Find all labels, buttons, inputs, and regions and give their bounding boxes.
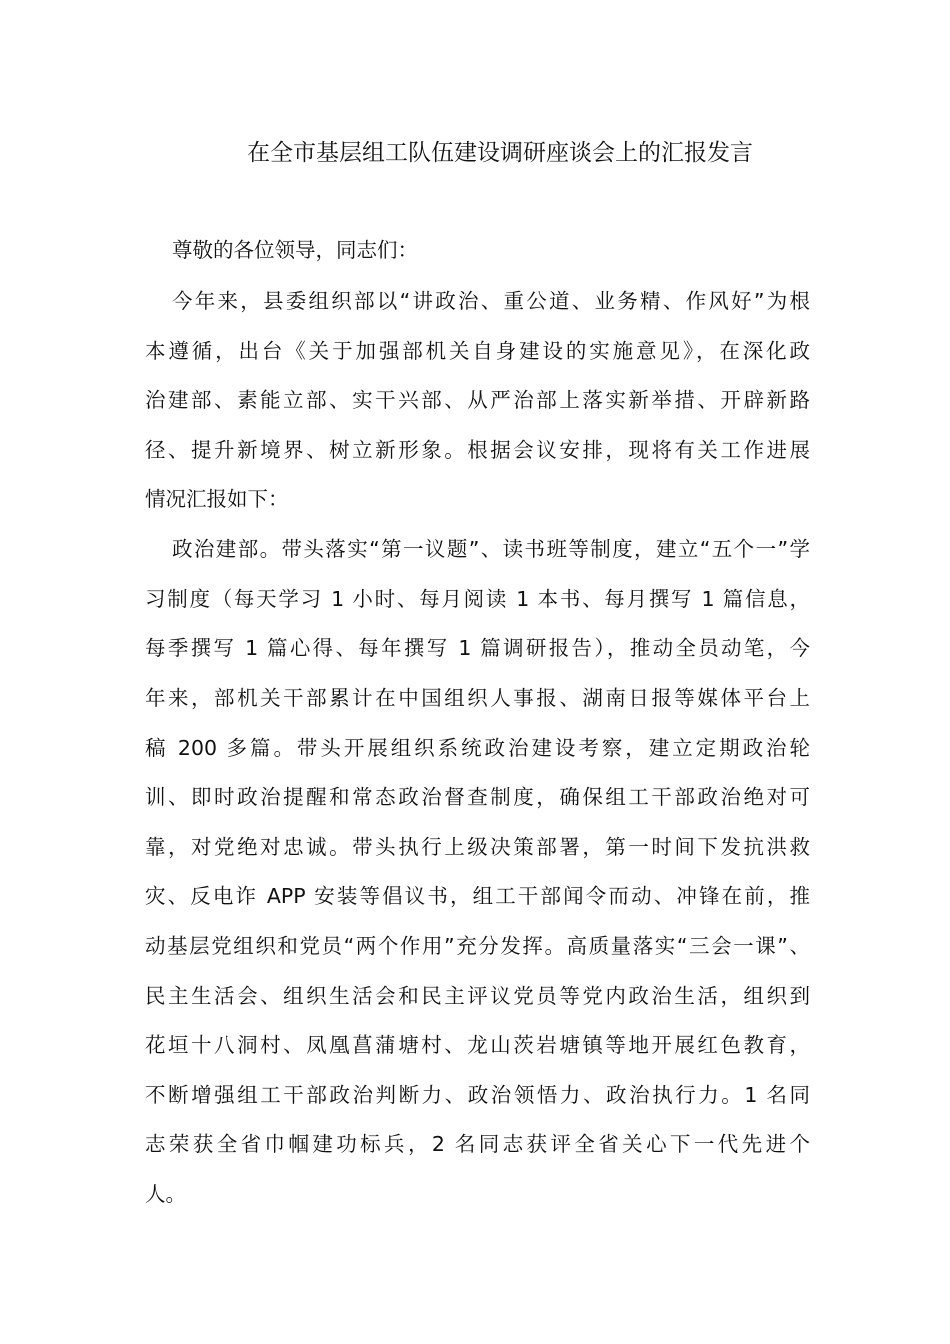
paragraph-1-line-2: 本遵循，出台《关于加强部机关自身建设的实施意见》，在深化政 bbox=[145, 339, 810, 363]
paragraph-2-line-6: 训、即时政治提醒和常态政治督查制度，确保组工干部政治绝对可 bbox=[145, 785, 810, 809]
salutation: 尊敬的各位领导，同志们： bbox=[172, 238, 418, 262]
paragraph-2-line-2: 习制度（每天学习 1 小时、每月阅读 1 本书、每月撰写 1 篇信息， bbox=[145, 587, 810, 611]
paragraph-2-line-11: 花垣十八洞村、凤凰菖蒲塘村、龙山茨岩塘镇等地开展红色教育， bbox=[145, 1033, 810, 1057]
paragraph-1-line-4: 径、提升新境界、树立新形象。根据会议安排，现将有关工作进展 bbox=[145, 438, 810, 462]
paragraph-1-line-1: 今年来，县委组织部以“讲政治、重公道、业务精、作风好”为根 bbox=[172, 289, 810, 313]
paragraph-2-line-14: 人。 bbox=[145, 1182, 186, 1206]
paragraph-1-line-3: 治建部、素能立部、实干兴部、从严治部上落实新举措、开辟新路 bbox=[145, 388, 810, 412]
paragraph-2-line-8: 灾、反电诈 APP 安装等倡议书，组工干部闻令而动、冲锋在前，推 bbox=[145, 884, 810, 908]
paragraph-2-line-4: 年来，部机关干部累计在中国组织人事报、湖南日报等媒体平台上 bbox=[145, 686, 810, 710]
document-title: 在全市基层组工队伍建设调研座谈会上的汇报发言 bbox=[247, 140, 753, 166]
paragraph-2-line-9: 动基层党组织和党员“两个作用”充分发挥。高质量落实“三会一课”、 bbox=[145, 934, 810, 958]
paragraph-2-line-10: 民主生活会、组织生活会和民主评议党员等党内政治生活，组织到 bbox=[145, 984, 810, 1008]
paragraph-2-line-1: 政治建部。带头落实“第一议题”、读书班等制度，建立“五个一”学 bbox=[172, 537, 810, 561]
paragraph-2-line-5: 稿 200 多篇。带头开展组织系统政治建设考察，建立定期政治轮 bbox=[145, 736, 810, 760]
paragraph-2-line-13: 志荣获全省巾帼建功标兵，2 名同志获评全省关心下一代先进个 bbox=[145, 1132, 810, 1156]
paragraph-2-line-7: 靠，对党绝对忠诚。带头执行上级决策部署，第一时间下发抗洪救 bbox=[145, 835, 810, 859]
paragraph-2-line-12: 不断增强组工干部政治判断力、政治领悟力、政治执行力。1 名同 bbox=[145, 1083, 810, 1107]
paragraph-2-line-3: 每季撰写 1 篇心得、每年撰写 1 篇调研报告），推动全员动笔，今 bbox=[145, 636, 810, 660]
paragraph-1-line-5: 情况汇报如下： bbox=[145, 487, 289, 511]
